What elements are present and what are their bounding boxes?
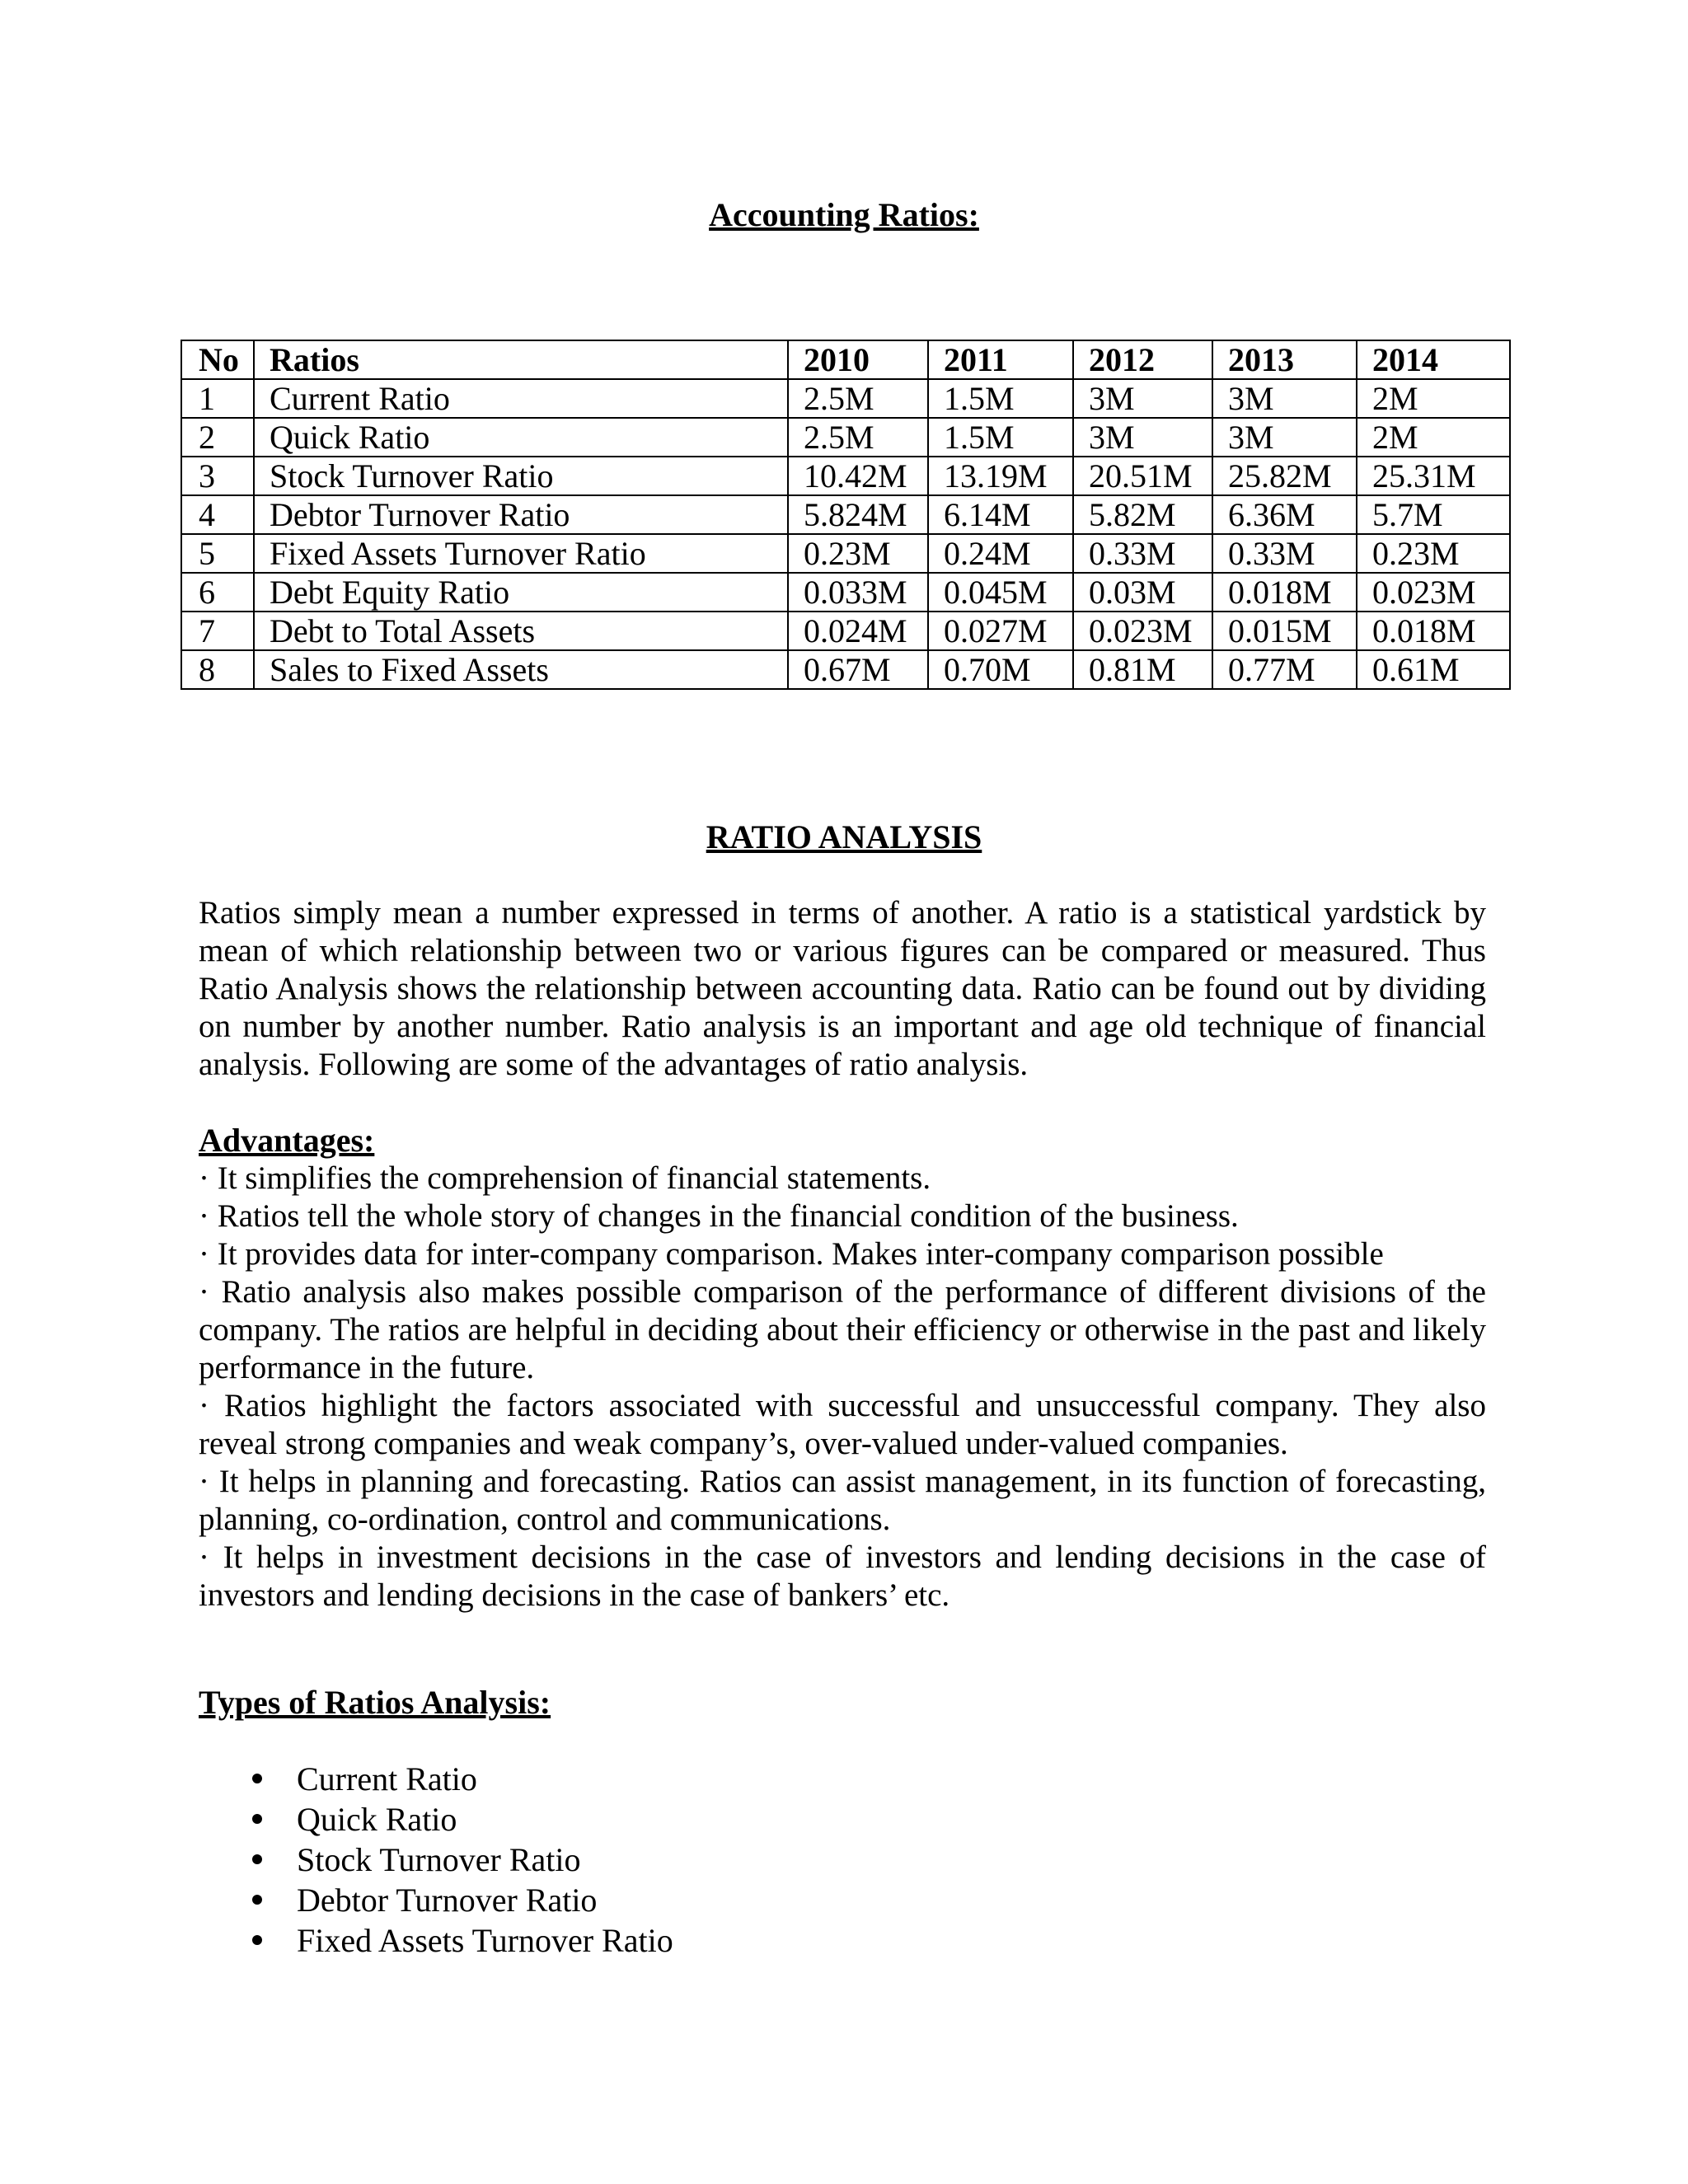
list-item-label: Stock Turnover Ratio [297,1841,581,1878]
advantage-item: · It simplifies the comprehension of financial statements. [199,1160,931,1196]
table-cell: 6.36M [1212,495,1357,534]
table-row [181,379,1510,418]
list-item-label: Debtor Turnover Ratio [297,1882,598,1919]
table-cell: 3M [1212,379,1357,418]
table-cell: 2M [1357,418,1510,457]
table-cell: Fixed Assets Turnover Ratio [254,534,788,573]
table-cell: 0.023M [1073,612,1212,650]
table-cell: 3 [181,457,254,495]
table-cell: 0.23M [1357,534,1510,573]
table-row [181,418,1510,457]
table-cell: Quick Ratio [254,418,788,457]
intro-paragraph: Ratios simply mean a number expressed in terms of another. A ratio is a statistical yardstick by mean of which relationship between two or various figures can be compared or measured. Thus Ratio Analysis shows the relationship between accounting data. Ratio can be found out by dividing on number by another number. Ratio analysis is an important and age old technique of financial analysis. Following are some of the advantages of ratio analysis. [199,895,1486,1082]
header-ratios: Ratios [254,340,788,379]
table-cell: 0.018M [1212,573,1357,612]
table-cell: 10.42M [788,457,928,495]
list-item-label: Current Ratio [297,1760,477,1797]
table-row [181,573,1510,612]
list-item-label: Quick Ratio [297,1801,457,1838]
table-cell: 4 [181,495,254,534]
table-cell: 0.61M [1357,650,1510,689]
table-cell: 0.023M [1357,573,1510,612]
advantage-item: · Ratios highlight the factors associated with successful and unsuccessful company. They also reveal strong companies and weak company’s, over-valued under-valued companies. [199,1388,1486,1461]
types-list [239,1759,673,1961]
table-cell: 0.23M [788,534,928,573]
table-cell: 6 [181,573,254,612]
list-item [239,1799,673,1840]
table-cell: 5.7M [1357,495,1510,534]
table-cell: Current Ratio [254,379,788,418]
advantage-item: · It provides data for inter-company comparison. Makes inter-company comparison possible [199,1236,1384,1272]
header-2013: 2013 [1212,340,1357,379]
table-cell: 0.018M [1357,612,1510,650]
table-row [181,612,1510,650]
table-cell: Debt Equity Ratio [254,573,788,612]
table-cell: 0.045M [928,573,1073,612]
advantage-item: · Ratio analysis also makes possible comparison of the performance of different divisions of the company. The ratios are helpful in deciding about their efficiency or otherwise in the past and likely performance in the future. [199,1274,1486,1385]
table-cell: 7 [181,612,254,650]
table-cell: 25.82M [1212,457,1357,495]
table-cell: 13.19M [928,457,1073,495]
table-cell: 2.5M [788,379,928,418]
table-cell: 0.03M [1073,573,1212,612]
table-cell: 1.5M [928,418,1073,457]
table-cell: 0.033M [788,573,928,612]
table-cell: 5.824M [788,495,928,534]
table-row [181,457,1510,495]
table-cell: 2M [1357,379,1510,418]
table-cell: 0.77M [1212,650,1357,689]
list-item [239,1880,673,1920]
table-cell: 5.82M [1073,495,1212,534]
table-cell: 0.24M [928,534,1073,573]
table-cell: Debt to Total Assets [254,612,788,650]
types-heading: Types of Ratios Analysis: [199,1684,551,1721]
table-cell: 25.31M [1357,457,1510,495]
list-item [239,1840,673,1880]
table-cell: 1 [181,379,254,418]
ratio-analysis-heading: RATIO ANALYSIS [706,818,982,855]
bullet-icon [252,1774,262,1783]
table-cell: 3M [1073,379,1212,418]
header-2012: 2012 [1073,340,1212,379]
table-cell: 0.027M [928,612,1073,650]
table-cell: 0.024M [788,612,928,650]
bullet-icon [252,1854,262,1864]
table-cell: 0.015M [1212,612,1357,650]
table-cell: Sales to Fixed Assets [254,650,788,689]
advantage-item: · It helps in planning and forecasting. Ratios can assist management, in its function of forecasting, planning, co-ordination, control and communications. [199,1464,1486,1537]
table-cell: 3M [1073,418,1212,457]
table-header-row [181,340,1510,379]
advantages-list [199,1160,1486,1615]
table-cell: Debtor Turnover Ratio [254,495,788,534]
header-2011: 2011 [928,340,1073,379]
accounting-ratios-heading: Accounting Ratios: [709,196,979,233]
table-cell: 1.5M [928,379,1073,418]
table-cell: Stock Turnover Ratio [254,457,788,495]
table-cell: 0.70M [928,650,1073,689]
list-item [239,1920,673,1961]
bullet-icon [252,1935,262,1945]
table-cell: 0.33M [1073,534,1212,573]
advantage-item: · It helps in investment decisions in the case of investors and lending decisions in the case of investors and lending decisions in the case of bankers’ etc. [199,1540,1486,1613]
header-2014: 2014 [1357,340,1510,379]
table-row [181,650,1510,689]
table-cell: 2 [181,418,254,457]
table-row [181,495,1510,534]
table-cell: 0.67M [788,650,928,689]
table-cell: 6.14M [928,495,1073,534]
list-item-label: Fixed Assets Turnover Ratio [297,1922,673,1959]
bullet-icon [252,1814,262,1824]
bullet-icon [252,1895,262,1905]
table-cell: 20.51M [1073,457,1212,495]
table-row [181,534,1510,573]
table-cell: 2.5M [788,418,928,457]
advantage-item: · Ratios tell the whole story of changes in the financial condition of the business. [199,1198,1239,1234]
header-2010: 2010 [788,340,928,379]
table-cell: 8 [181,650,254,689]
table-cell: 0.33M [1212,534,1357,573]
table-cell: 0.81M [1073,650,1212,689]
list-item [239,1759,673,1799]
table-cell: 3M [1212,418,1357,457]
ratios-table [181,340,1511,690]
table-cell: 5 [181,534,254,573]
header-no: No [181,340,254,379]
advantages-heading: Advantages: [199,1122,375,1159]
